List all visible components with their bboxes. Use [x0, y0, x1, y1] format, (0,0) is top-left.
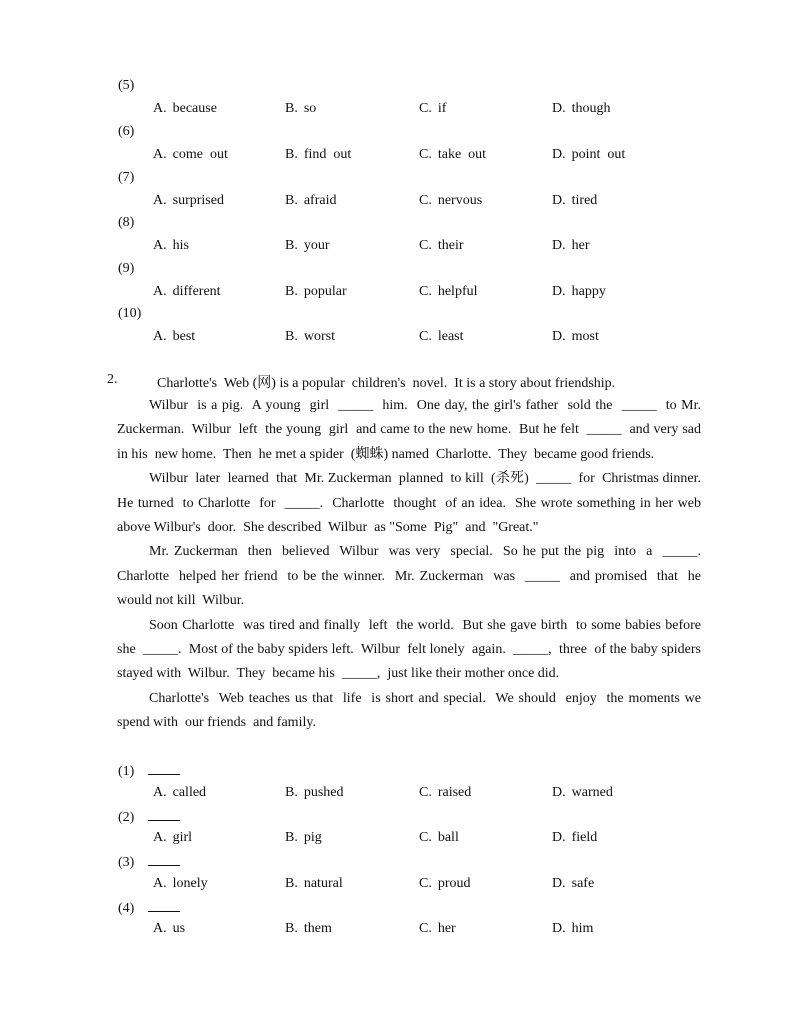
section-number: 2. — [107, 372, 118, 387]
option-b: B. pig — [285, 830, 322, 845]
option-b: B. worst — [285, 329, 335, 344]
option-b: B. natural — [285, 876, 343, 891]
option-c: C. nervous — [419, 193, 483, 208]
option-d: D. point out — [552, 147, 626, 162]
question-number: (10) — [118, 306, 142, 321]
option-a: A. us — [153, 921, 186, 936]
passage-paragraph: Soon Charlotte was tired and finally left the world. But she gave birth to some babies before she _____. Most of the baby spiders left. Wilbur felt lonely again. _____, three of the baby spiders stayed with Wilbur. They became his _____, just like their mother once did. — [117, 617, 705, 682]
option-c: C. her — [419, 921, 456, 936]
question-number: (9) — [118, 261, 135, 276]
option-d: D. field — [552, 830, 598, 845]
option-a: A. because — [153, 101, 217, 116]
answer-blank[interactable] — [148, 808, 180, 821]
option-a: A. different — [153, 284, 221, 299]
option-c: C. if — [419, 101, 447, 116]
passage-paragraph: Mr. Zuckerman then believed Wilbur was very special. So he put the pig into a _____. Charlotte helped her friend to be the winner. Mr. Zuckerman was _____ and promised that he would not kill Wilbur. — [117, 544, 705, 609]
option-d: D. safe — [552, 876, 595, 891]
option-b: B. popular — [285, 284, 347, 299]
option-a: A. best — [153, 329, 196, 344]
option-b: B. pushed — [285, 785, 344, 800]
option-c: C. raised — [419, 785, 472, 800]
option-a: A. surprised — [153, 193, 224, 208]
option-d: D. though — [552, 101, 611, 116]
option-a: A. come out — [153, 147, 228, 162]
option-b: B. your — [285, 238, 330, 253]
passage-paragraph: Wilbur is a pig. A young girl _____ him. One day, the girl's father sold the _____ to Mr. Zuckerman. Wilbur left the young girl and came to the new home. But he felt _____ and very sad in his new home. Then he met a spider (蜘蛛) named Charlotte. They became good friends. — [117, 398, 705, 462]
option-b: B. find out — [285, 147, 352, 162]
question-number: (4) — [118, 899, 180, 917]
option-a: A. girl — [153, 830, 193, 845]
option-b: B. afraid — [285, 193, 337, 208]
question-number: (8) — [118, 215, 135, 230]
answer-blank[interactable] — [148, 762, 180, 775]
option-c: C. their — [419, 238, 464, 253]
option-c: C. helpful — [419, 284, 478, 299]
option-d: D. warned — [552, 785, 613, 800]
passage-paragraph: Charlotte's Web teaches us that life is short and special. We should enjoy the moments we spend with our friends and family. — [117, 690, 705, 731]
option-d: D. happy — [552, 284, 606, 299]
option-c: C. ball — [419, 830, 459, 845]
option-a: A. his — [153, 238, 189, 253]
passage-body — [117, 394, 708, 736]
option-d: D. him — [552, 921, 594, 936]
option-d: D. most — [552, 329, 599, 344]
passage-intro: Charlotte's Web (网) is a popular children's novel. It is a story about friendship. — [157, 376, 616, 391]
option-d: D. her — [552, 238, 590, 253]
option-c: C. proud — [419, 876, 471, 891]
option-d: D. tired — [552, 193, 598, 208]
option-a: A. called — [153, 785, 207, 800]
option-c: C. least — [419, 329, 464, 344]
question-number: (2) — [118, 808, 180, 826]
question-number: (1) — [118, 762, 180, 780]
option-b: B. so — [285, 101, 317, 116]
question-number: (6) — [118, 124, 135, 139]
answer-blank[interactable] — [148, 899, 180, 912]
option-b: B. them — [285, 921, 332, 936]
option-c: C. take out — [419, 147, 487, 162]
question-number: (3) — [118, 853, 180, 871]
answer-blank[interactable] — [148, 853, 180, 866]
question-number: (7) — [118, 170, 135, 185]
option-a: A. lonely — [153, 876, 208, 891]
passage-paragraph: Wilbur later learned that Mr. Zuckerman planned to kill (杀死) _____ for Christmas dinner. He turned to Charlotte for _____. Charlotte thought of an idea. She wrote something in her web above Wilbur's door. She described Wilbur as "Some Pig" and "Great." — [117, 471, 708, 536]
question-number: (5) — [118, 78, 135, 93]
